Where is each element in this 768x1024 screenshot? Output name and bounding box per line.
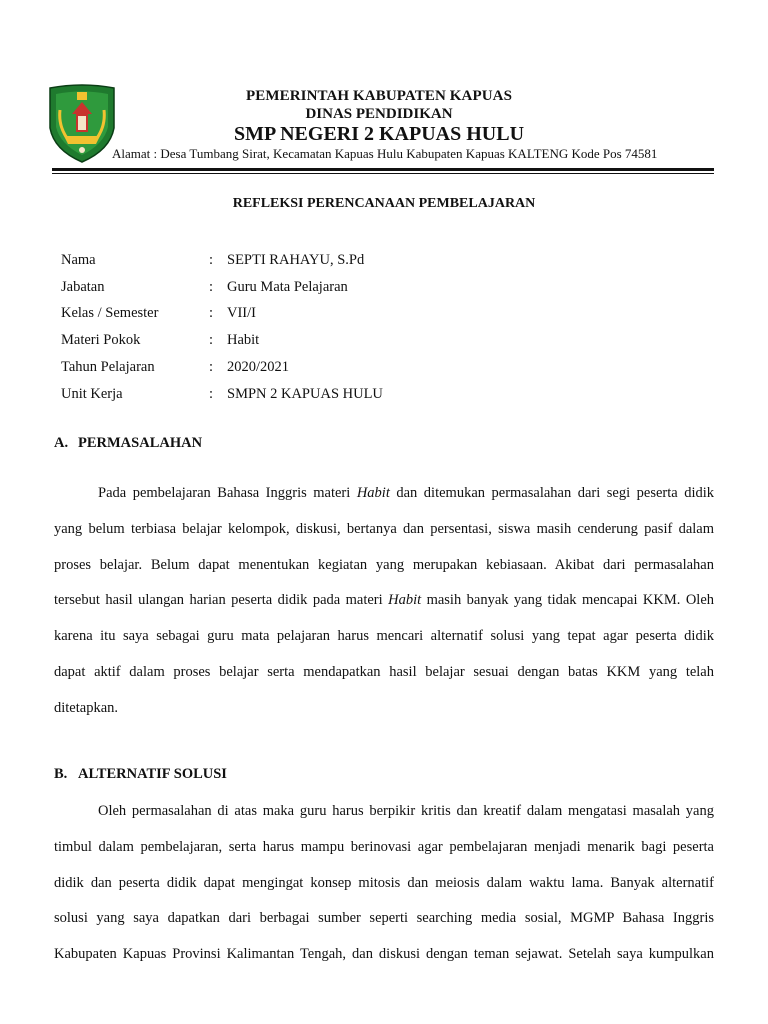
section-b-letter: B.: [54, 766, 68, 782]
section-a-heading: [54, 435, 202, 452]
identity-colon: :: [209, 305, 214, 322]
identity-value: Guru Mata Pelajaran: [227, 278, 348, 295]
identity-colon: :: [209, 278, 214, 295]
identity-label: Unit Kerja: [61, 385, 123, 402]
paragraph-line: dapat aktif dalam proses belajar serta mendapatkan hasil belajar sesuai dengan batas KKM yang telah: [54, 663, 714, 680]
letterhead-divider-thin: [52, 173, 714, 174]
identity-label: Kelas / Semester: [61, 305, 159, 322]
school-emblem-icon: [44, 84, 120, 164]
school-name: SMP NEGERI 2 KAPUAS HULU: [233, 123, 525, 145]
identity-row: [61, 247, 383, 274]
paragraph-line: Oleh permasalahan di atas maka guru harus berpikir kritis dan kreatif dalam mengatasi masalah yang: [98, 803, 714, 819]
letterhead-divider: [52, 168, 714, 171]
identity-value: SEPTI RAHAYU, S.Pd: [227, 251, 365, 268]
paragraph-line: yang belum terbiasa belajar kelompok, diskusi, bertanya dan persentasi, siswa masih cenderung pasif dalam: [54, 520, 714, 537]
paragraph-line: Pada pembelajaran Bahasa Inggris materi Habit dan ditemukan permasalahan dari segi peserta didik: [98, 485, 715, 501]
section-a-paragraph: [54, 476, 714, 727]
department-name: DINAS PENDIDIKAN: [305, 106, 453, 122]
paragraph-line: karena itu saya sebagai guru mata pelajaran harus mencari alternatif solusi yang tepat agar peserta didik: [54, 628, 714, 645]
identity-value: VII/I: [227, 305, 256, 322]
paragraph-line: ditetapkan.: [54, 699, 119, 716]
identity-colon: :: [209, 385, 214, 402]
identity-label: Nama: [61, 251, 96, 268]
identity-value: 2020/2021: [227, 359, 290, 376]
identity-value: Habit: [227, 332, 260, 349]
government-name: PEMERINTAH KABUPATEN KAPUAS: [245, 88, 513, 104]
school-address: Alamat : Desa Tumbang Sirat, Kecamatan Kapuas Hulu Kabupaten Kapuas KALTENG Kode Pos 74581: [112, 146, 658, 161]
identity-label: Tahun Pelajaran: [61, 359, 155, 376]
identity-colon: :: [209, 359, 214, 376]
identity-row: [61, 327, 383, 354]
identity-row: [61, 354, 383, 381]
section-a-letter: A.: [54, 435, 69, 451]
section-b-heading: [54, 766, 227, 783]
identity-value: SMPN 2 KAPUAS HULU: [227, 385, 383, 402]
paragraph-line: solusi yang saya dapatkan dari berbagai sumber seperti searching media sosial, MGMP Bahasa Inggris: [54, 910, 714, 927]
identity-table: [61, 247, 383, 408]
identity-colon: :: [209, 332, 214, 349]
section-b-title: ALTERNATIF SOLUSI: [78, 766, 227, 782]
identity-row: [61, 274, 383, 301]
paragraph-line: proses belajar. Belum dapat menentukan kegiatan yang merupakan kebiasaan. Akibat dari permasalahan: [54, 556, 714, 573]
paragraph-line: timbul dalam pembelajaran, serta harus mampu berinovasi agar pembelajaran menjadi menarik bagi peserta: [54, 838, 714, 855]
paragraph-line: Kabupaten Kapuas Provinsi Kalimantan Tengah, dan diskusi dengan teman sejawat. Setelah saya kumpulkan: [54, 946, 714, 963]
section-b-paragraph: [54, 794, 714, 973]
identity-row: [61, 381, 383, 408]
identity-label: Jabatan: [61, 278, 105, 295]
identity-colon: :: [209, 251, 214, 268]
paragraph-line: tersebut hasil ulangan harian peserta didik pada materi Habit masih banyak yang tidak mencapai KKM. Oleh: [54, 592, 715, 609]
paragraph-line: didik dan peserta didik dapat mengingat konsep mitosis dan meiosis dalam waktu lama. Banyak alternatif: [54, 874, 714, 891]
section-a-title: PERMASALAHAN: [78, 435, 203, 451]
document-title: REFLEKSI PERENCANAAN PEMBELAJARAN: [232, 196, 536, 211]
identity-label: Materi Pokok: [61, 332, 141, 349]
identity-row: [61, 301, 383, 328]
